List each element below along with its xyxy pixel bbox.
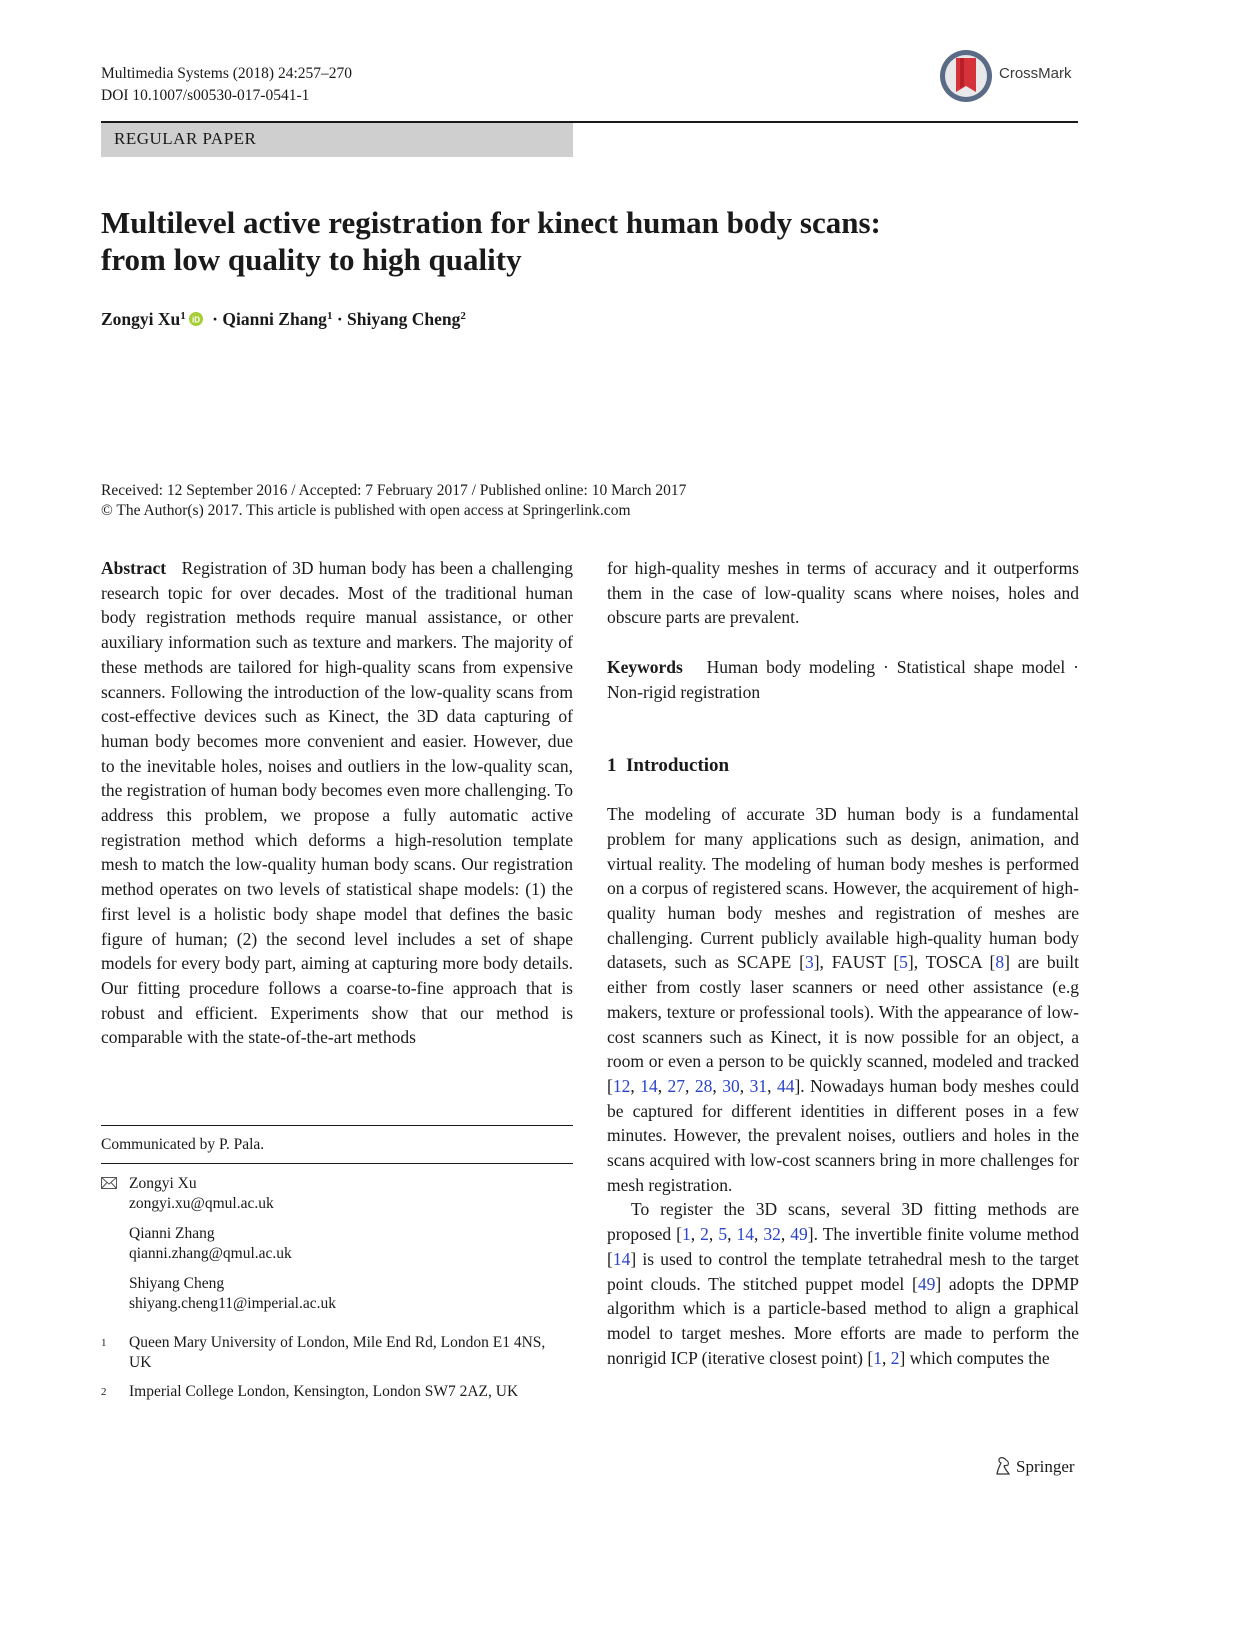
paragraph-text: ,: [685, 1075, 695, 1096]
journal-info: Multimedia Systems (2018) 24:257–270: [101, 65, 353, 82]
author-name: Shiyang Cheng: [347, 309, 461, 329]
publisher-name: Springer: [1016, 1457, 1075, 1476]
paragraph-text: ] is used to control the template tetrahedral mesh to the target point clouds. The stitched puppet model [: [607, 1248, 1079, 1294]
abstract: [101, 556, 573, 1050]
intro-paragraph-1: [607, 802, 1079, 1197]
copyright-line: © The Author(s) 2017. This article is published with open access at Springerlink.com: [101, 502, 631, 519]
envelope-icon: [101, 1176, 117, 1194]
paragraph-text: ,: [780, 1224, 791, 1245]
abstract-continued: for high-quality meshes in terms of accuracy and it outperforms them in the case of low-quality scans where noises, holes and obscure parts are prevalent.: [607, 558, 1079, 628]
paragraph-text: ,: [657, 1075, 668, 1096]
contact-name: Zongyi Xu: [129, 1175, 197, 1192]
intro-paragraph-2: [607, 1197, 1079, 1370]
paragraph-text: ,: [767, 1075, 777, 1096]
paragraph-text: ,: [881, 1347, 891, 1368]
keywords-label: Keywords: [607, 657, 683, 678]
contact-name: Qianni Zhang: [129, 1225, 215, 1242]
publisher-logo: [994, 1456, 1075, 1477]
abstract-label: Abstract: [101, 558, 167, 578]
footnote-rule: [101, 1163, 573, 1164]
contact-entry: [129, 1174, 336, 1214]
affiliation: Imperial College London, Kensington, London SW7 2AZ, UK: [129, 1383, 519, 1400]
author-affiliation: 1: [180, 310, 186, 322]
citation-link[interactable]: 5: [899, 952, 908, 973]
author-name: Zongyi Xu: [101, 309, 181, 329]
citation-link[interactable]: 30: [722, 1075, 740, 1096]
author-name: Qianni Zhang: [222, 309, 327, 329]
citation-link[interactable]: 44: [776, 1075, 795, 1096]
citation-link[interactable]: 8: [995, 952, 1005, 973]
paragraph-text: ,: [690, 1224, 701, 1245]
affiliation-number: 1: [101, 1337, 107, 1349]
citation-link[interactable]: 1: [682, 1224, 691, 1245]
communicated-by: Communicated by P. Pala.: [101, 1136, 265, 1153]
journal-citation: [101, 63, 352, 107]
paragraph-text: ,: [708, 1224, 719, 1245]
contact-entry: [129, 1274, 336, 1314]
title-line-1: Multilevel active registration for kinect human body scans:: [101, 205, 881, 240]
title-line-2: from low quality to high quality: [101, 242, 522, 277]
citation-link[interactable]: 2: [700, 1224, 709, 1245]
paragraph-text: ,: [753, 1224, 764, 1245]
author-affiliation: 2: [460, 310, 466, 322]
citation-link[interactable]: 14: [612, 1248, 631, 1269]
author-affiliation: 1: [326, 310, 333, 322]
paragraph-text: ], FAUST [: [813, 952, 900, 973]
citation-link[interactable]: 3: [804, 952, 814, 973]
keywords: [607, 655, 1079, 704]
citation-link[interactable]: 1: [873, 1347, 882, 1368]
paragraph-text: ], TOSCA [: [907, 952, 996, 973]
right-column: [607, 556, 1079, 1370]
paper-title: [101, 204, 1081, 278]
abstract-text: Registration of 3D human body has been a challenging research topic for over decades. Most of the traditional human body registration methods require manual assistance, or other auxiliary information such as texture and markers. The majority of these methods are tailored for high-quality scans from expensive scanners. Following the introduction of the low-quality scans from cost-effective devices such as Kinect, the 3D data capturing of human body becomes more convenient and easier. However, due to the inevitable holes, noises and outliers in the low-quality scan, the registration of human body becomes even more challenging. To address this problem, we propose a fully automatic active registration method which deforms a high-resolution template mesh to match the low-quality human body scans. Our registration method operates on two levels of statistical shape models: (1) the first level is a holistic body shape model that defines the basic figure of human; (2) the second level includes a set of shape models for every body part, aiming at capturing more body details. Our fitting procedure follows a coarse-to-fine approach that is robust and efficient. Experiments show that our method is comparable with the state-of-the-art methods: [101, 558, 574, 1048]
citation-link[interactable]: 2: [890, 1347, 900, 1368]
affiliation-number: 2: [101, 1386, 107, 1398]
contact-email[interactable]: qianni.zhang@qmul.ac.uk: [129, 1245, 292, 1262]
paragraph-text: ]. Nowadays human body meshes could be captured for different identities in different poses in a few minutes. However, the prevalent noises, outliers and holes in the scans acquired with low-cost scanners bring in more challenges for mesh registration.: [607, 1075, 1079, 1195]
citation-link[interactable]: 12: [612, 1075, 631, 1096]
section-type-label: REGULAR PAPER: [114, 129, 257, 148]
affiliation: Queen Mary University of London, Mile End Rd, London E1 4NS, UK: [129, 1334, 546, 1371]
paragraph-text: ] which computes the: [899, 1347, 1050, 1368]
author-separator: ·: [332, 309, 348, 329]
springer-horse-icon: [994, 1456, 1012, 1476]
citation-link[interactable]: 14: [640, 1075, 658, 1096]
paragraph-text: ,: [630, 1075, 641, 1096]
citation-link[interactable]: 49: [790, 1224, 808, 1245]
author-list: [101, 309, 466, 330]
crossmark-badge[interactable]: [938, 48, 1088, 104]
publication-dates: [101, 481, 686, 521]
paragraph-text: To register the 3D scans, several 3D fitting methods are proposed [: [607, 1199, 1079, 1245]
citation-link[interactable]: 27: [667, 1075, 686, 1096]
citation-link[interactable]: 14: [736, 1224, 754, 1245]
paragraph-text: ] adopts the DPMP algorithm which is a particle-based method to align a graphical model to target meshes. More efforts are made to perform the nonrigid ICP (iterative closest point) [: [607, 1273, 1079, 1368]
paragraph-text: ,: [727, 1224, 737, 1245]
svg-text:iD: iD: [191, 315, 200, 325]
orcid-icon[interactable]: [189, 312, 203, 326]
section-heading: [607, 754, 1079, 779]
paragraph-text: ] are built either from costly laser scanners or need other assistance (e.g makers, texture or professional tools). With the appearance of low-cost scanners such as Kinect, it is now possible for an object, a room or even a person to be quickly scanned, modeled and tracked [: [607, 952, 1079, 1096]
crossmark-icon: [938, 48, 994, 104]
paragraph-text: ]. The invertible finite volume method [: [607, 1224, 1080, 1269]
contact-list: [129, 1174, 336, 1324]
dates-line: Received: 12 September 2016 / Accepted: 7 February 2017 / Published online: 10 March 2017: [101, 482, 687, 499]
doi: DOI 10.1007/s00530-017-0541-1: [101, 87, 310, 104]
citation-link[interactable]: 49: [917, 1273, 936, 1294]
contact-email[interactable]: zongyi.xu@qmul.ac.uk: [129, 1195, 274, 1212]
paragraph-text: The modeling of accurate 3D human body is a fundamental problem for many applications such as design, animation, and virtual reality. The modeling of human body meshes is performed on a corpus of registered scans. However, the acquirement of high-quality human body meshes and registration of meshes are challenging. Current publicly available high-quality human body datasets, such as SCAPE [: [607, 804, 1079, 973]
keywords-text: Human body modeling · Statistical shape model · Non-rigid registration: [607, 657, 1080, 702]
paragraph-text: ,: [739, 1075, 750, 1096]
citation-link[interactable]: 32: [763, 1224, 781, 1245]
contact-name: Shiyang Cheng: [129, 1275, 225, 1292]
section-type-box: [101, 123, 573, 157]
footnote-rule: [101, 1125, 573, 1126]
abstract-column: [101, 556, 573, 1050]
section-number: 1: [607, 754, 617, 776]
citation-link[interactable]: 5: [718, 1224, 728, 1245]
citation-link[interactable]: 31: [749, 1075, 768, 1096]
section-title: Introduction: [626, 754, 730, 776]
contact-entry: [129, 1224, 336, 1264]
paragraph-text: ,: [712, 1075, 723, 1096]
contact-email[interactable]: shiyang.cheng11@imperial.ac.uk: [129, 1295, 336, 1312]
author-separator: ·: [207, 309, 223, 329]
crossmark-label: CrossMark: [999, 65, 1072, 82]
citation-link[interactable]: 28: [694, 1075, 713, 1096]
